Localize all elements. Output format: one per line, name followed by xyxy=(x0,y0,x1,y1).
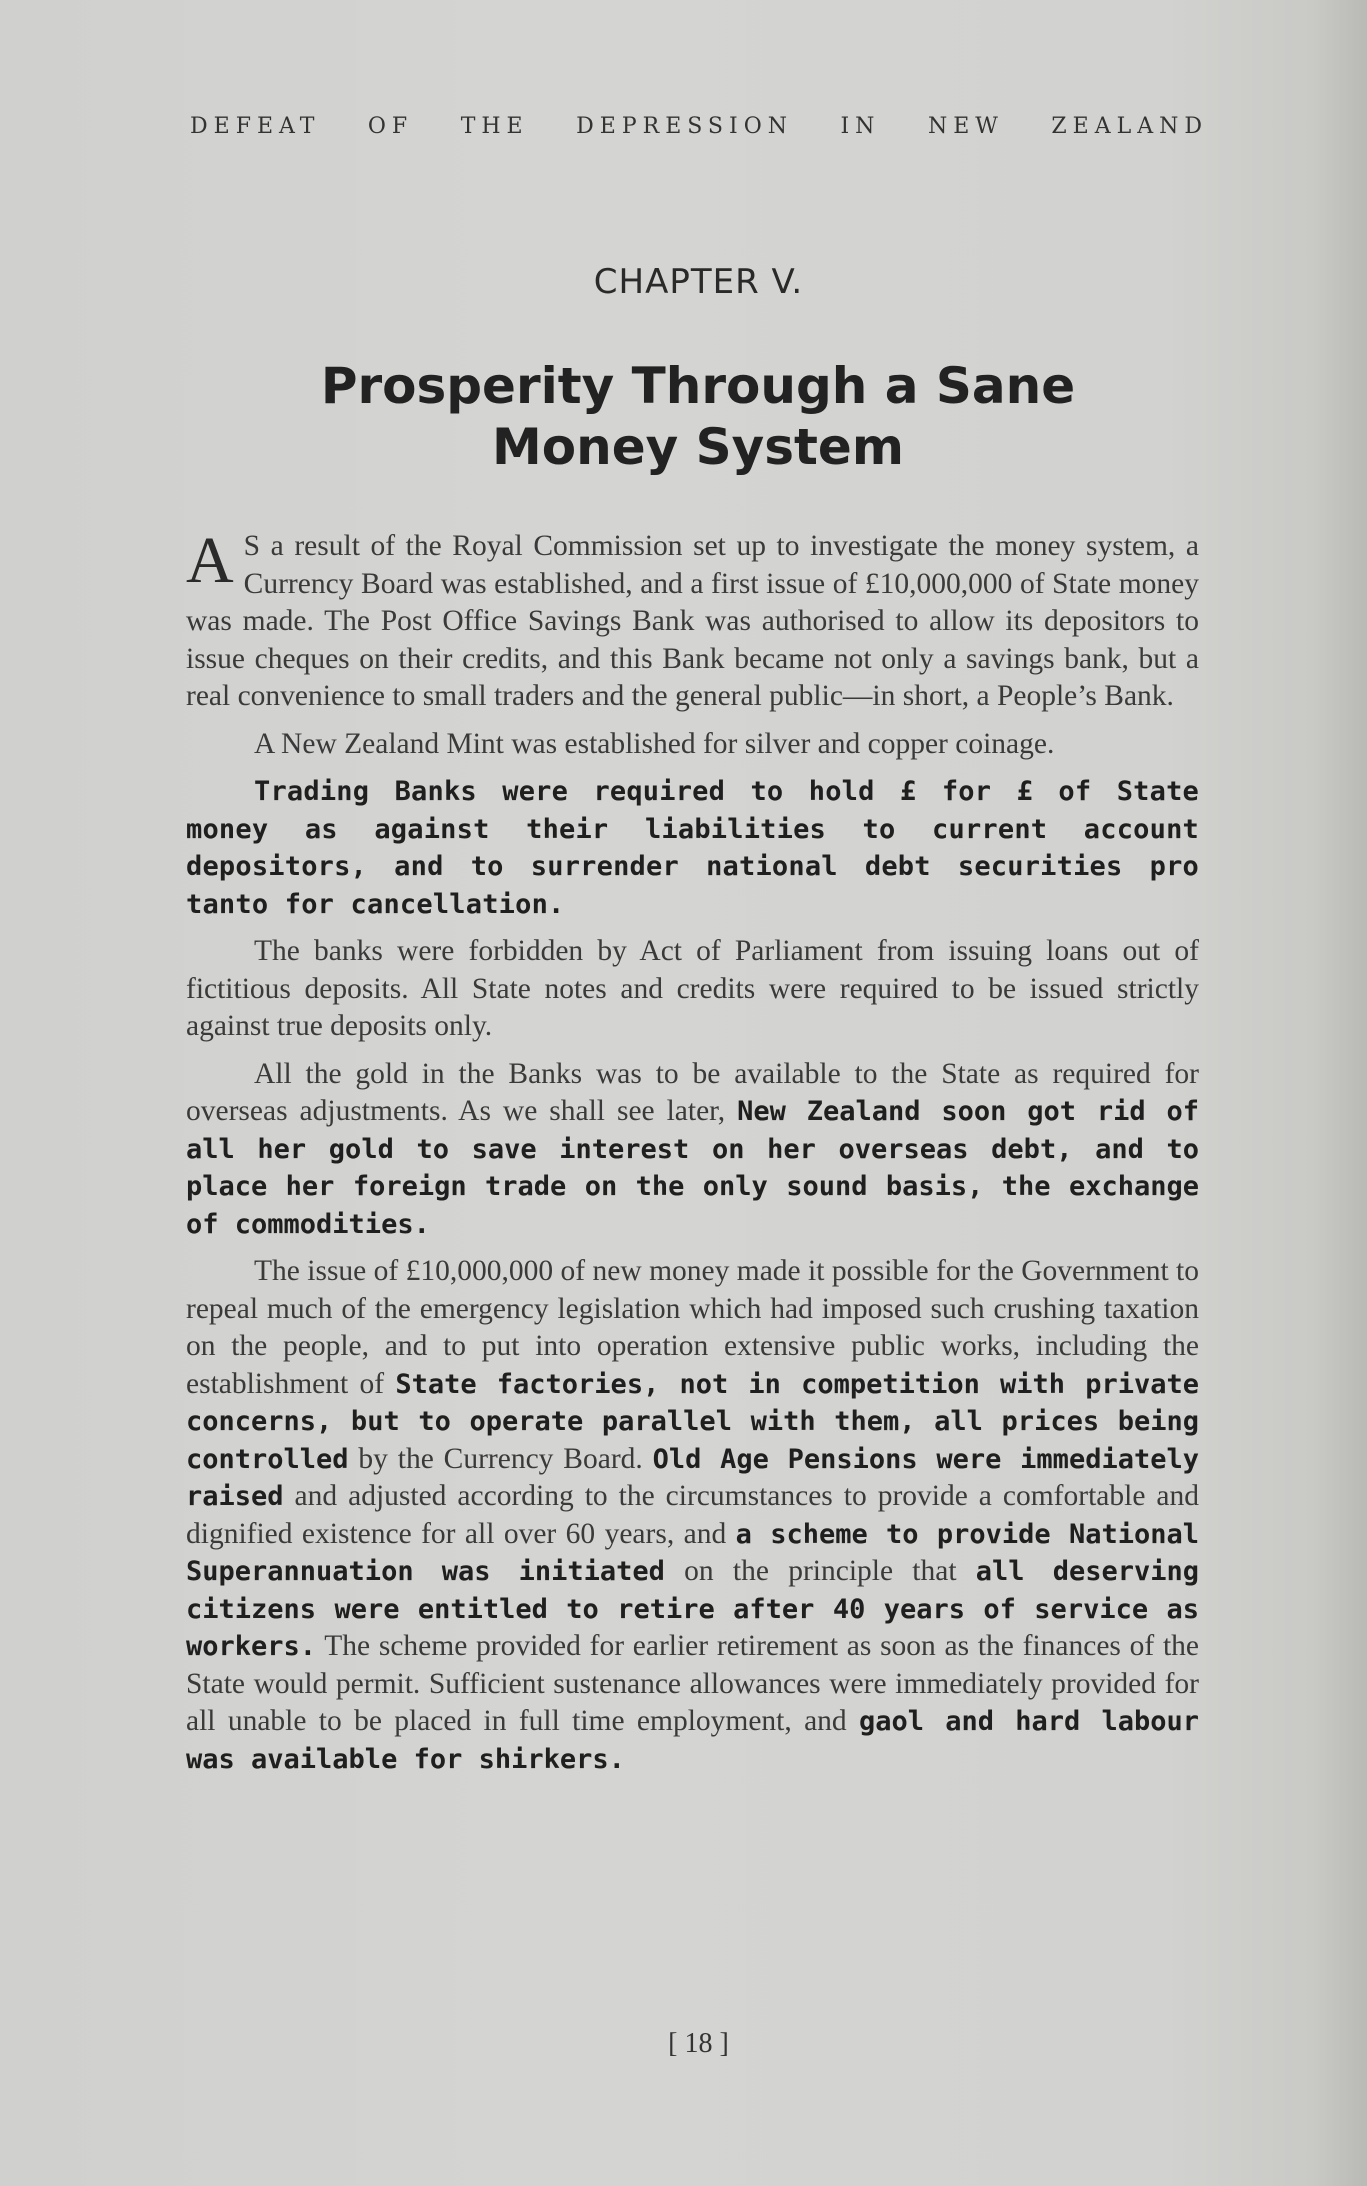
paragraph-6-text-a: The issue of £10,000,000 of new money made it possible for the Government to repeal much of the emergency legislation which had imposed such crushing taxation on the people, and to put into operation extensive public works, including the establishment of xyxy=(186,1255,1199,1400)
paragraph-1-text: S a result of the Royal Commission set up to investigate the money system, a Currency Board was established, and a first issue of £10,000,000 of State money was made. The Post Office Savings Bank was authorised to allow its depositors to issue cheques on their credits, and this Bank became not only a savings bank, but a real convenience to small traders and the general public—in short, a People’s Bank. xyxy=(186,530,1199,712)
paragraph-6-text-g: on the principle that xyxy=(664,1555,976,1587)
paragraph-6-typed-f: a scheme to provide National Superannuation was initiated xyxy=(186,1518,1199,1587)
paragraph-5 xyxy=(186,1056,1199,1244)
paragraph-1 xyxy=(186,524,1199,716)
page-number: [ 18 ] xyxy=(668,2028,729,2059)
paragraph-5-typed-text: New Zealand soon got rid of all her gold to save interest on her overseas debt, and to place her foreign trade on the only sound basis, the exchange of commodities. xyxy=(186,1096,1199,1240)
running-head: DEFEAT OF THE DEPRESSION IN NEW ZEALAND xyxy=(190,114,1208,139)
paragraph-3: Trading Banks were required to hold £ for £ of State money as against their liabilities to current account depositors, and to surrender national debt securities pro tanto for cancellation. xyxy=(186,776,1199,920)
paragraph-6 xyxy=(186,1253,1199,1778)
drop-cap: A xyxy=(186,524,234,597)
paragraph-6-typed-d: Old Age Pensions were immediately raised xyxy=(186,1443,1199,1512)
paragraph-6-text-c: by the Currency Board. xyxy=(348,1442,653,1475)
paragraph-6-typed-h: all deserving citizens were entitled to retire after 40 years of service as workers. xyxy=(186,1556,1199,1662)
paragraph-6-typed-b: State factories, not in competition with private concerns, but to operate parallel with them, all prices being controlled xyxy=(186,1368,1199,1475)
paragraph-6-typed-j: gaol and hard labour was available for shirkers. xyxy=(186,1706,1200,1775)
chapter-heading: CHAPTER V. xyxy=(593,262,804,302)
paragraph-2: A New Zealand Mint was established for silver and copper coinage. xyxy=(254,727,1055,760)
paragraph-4: The banks were forbidden by Act of Parliament from issuing loans out of fictitious deposits. All State notes and credits were required to be issued strictly against true deposits only. xyxy=(186,935,1199,1042)
chapter-title: Prosperity Through a Sane Money System xyxy=(320,357,1076,476)
body-text xyxy=(186,524,1200,1788)
paragraph-5-text: All the gold in the Banks was to be available to the State as required for overseas adjustments. As we shall see later, xyxy=(186,1057,1199,1127)
paragraph-6-text-e: and adjusted according to the circumstances to provide a comfortable and dignified existence for all over 60 years, and xyxy=(186,1480,1199,1550)
paragraph-6-text-i: The scheme provided for earlier retirement as soon as the finances of the State would permit. Sufficient sustenance allowances were immediately provided for all unable to be placed in full time employment, and xyxy=(186,1630,1199,1737)
